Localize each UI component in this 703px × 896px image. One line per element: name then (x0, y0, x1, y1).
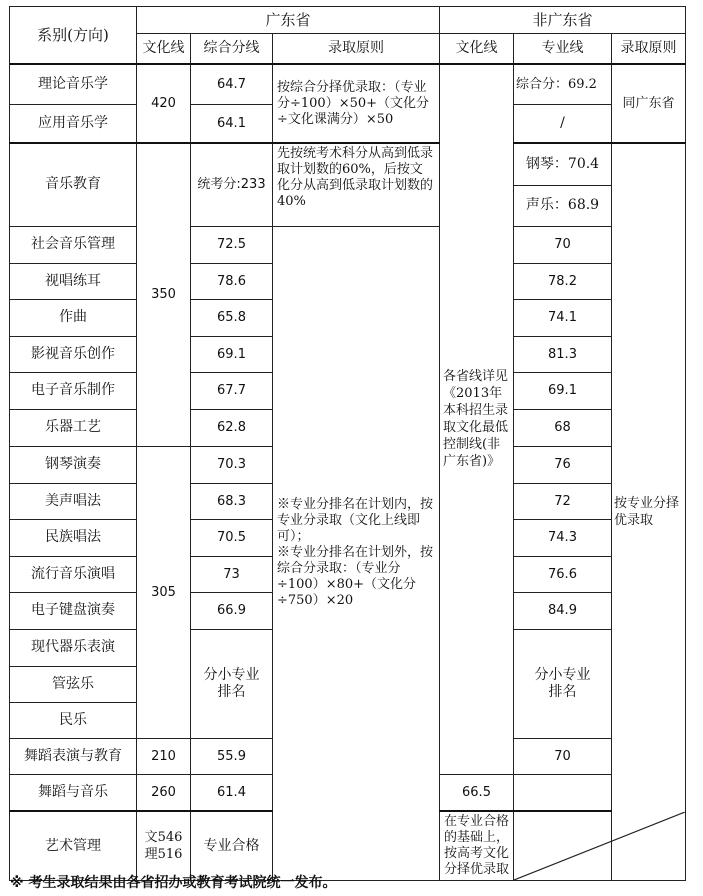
gd-composite-cell: 70.3 (191, 446, 273, 483)
ngd-major-cell: 76 (514, 446, 612, 483)
dept-cell: 影视音乐创作 (10, 336, 137, 372)
gd-composite-cell: 78.6 (191, 263, 273, 299)
admission-score-table (9, 6, 686, 881)
gd-rule-text: ※专业分排名在计划内，按专业分录取（文化上线即可）； ※专业分排名在计划外，按综合分录取：（专业分÷100）×80+（文化分÷750）×20 (277, 497, 434, 609)
gd-culture-cell: 260 (137, 774, 191, 811)
dept-cell: 美声唱法 (10, 483, 137, 519)
gd-composite-cell: 62.8 (191, 409, 273, 446)
dept-cell: 电子键盘演奏 (10, 592, 137, 629)
dept-cell: 民乐 (10, 702, 137, 738)
dept-cell: 理论音乐学 (10, 64, 137, 104)
ngd-rule-cell: 同广东省 (612, 64, 686, 143)
gd-composite-cell: 69.1 (191, 336, 273, 372)
dept-cell: 作曲 (10, 299, 137, 336)
gd-rule-cell (273, 226, 440, 881)
dept-cell: 音乐教育 (10, 143, 137, 226)
dept-cell: 舞蹈表演与教育 (10, 738, 137, 774)
diagonal-line (514, 812, 685, 880)
header-ngd-major-line: 专业线 (514, 34, 612, 65)
ngd-culture-cell: 各省线详见《2013年本科招生录取文化最低控制线(非广东省)》 (440, 64, 514, 774)
ngd-rule-cell: 按专业分择优录取 (612, 143, 686, 881)
ngd-major-cell: 84.9 (514, 592, 612, 629)
gd-composite-cell: 64.7 (191, 64, 273, 104)
ngd-major-cell: 81.3 (514, 336, 612, 372)
gd-composite-cell: 专业合格 (191, 811, 273, 881)
gd-composite-cell: 65.8 (191, 299, 273, 336)
ngd-major-cell: 68 (514, 409, 612, 446)
ngd-major-cell: 78.2 (514, 263, 612, 299)
dept-cell: 社会音乐管理 (10, 226, 137, 263)
gd-culture-cell: 305 (137, 446, 191, 738)
ngd-major-cell: 钢琴：70.4 (514, 143, 612, 185)
dept-cell: 民族唱法 (10, 519, 137, 556)
gd-culture-cell: 文546 理516 (137, 811, 191, 881)
header-gd-composite-line: 综合分线 (191, 34, 273, 65)
dept-cell: 视唱练耳 (10, 263, 137, 299)
ngd-major-cell: 分小专业 排名 (514, 629, 612, 738)
ngd-empty-diagonal-cell (514, 811, 686, 881)
gd-composite-cell: 分小专业 排名 (191, 629, 273, 738)
gd-rule-cell: 按综合分择优录取：（专业分÷100）×50+（文化分÷文化课满分）×50 (273, 64, 440, 143)
header-gd-admission-rule: 录取原则 (273, 34, 440, 65)
gd-culture-cell: 420 (137, 64, 191, 143)
gd-composite-cell: 55.9 (191, 738, 273, 774)
gd-rule-cell: 在专业合格的基础上，按高考文化分择优录取 (440, 811, 514, 881)
gd-culture-cell: 210 (137, 738, 191, 774)
header-gd-culture-line: 文化线 (137, 34, 191, 65)
gd-composite-cell: 67.7 (191, 372, 273, 409)
gd-culture-cell: 350 (137, 143, 191, 446)
ngd-major-cell: 74.3 (514, 519, 612, 556)
dept-cell: 乐器工艺 (10, 409, 137, 446)
ngd-major-cell: 74.1 (514, 299, 612, 336)
ngd-major-cell: 声乐：68.9 (514, 185, 612, 226)
dept-cell: 艺术管理 (10, 811, 137, 881)
dept-cell: 流行音乐演唱 (10, 556, 137, 592)
gd-composite-cell: 73 (191, 556, 273, 592)
gd-composite-cell: 64.1 (191, 104, 273, 143)
ngd-major-cell: 69.1 (514, 372, 612, 409)
gd-composite-cell: 70.5 (191, 519, 273, 556)
ngd-major-cell: 70 (514, 738, 612, 774)
ngd-major-cell: 66.5 (440, 774, 514, 811)
ngd-major-cell: 综合分：69.2 (514, 64, 612, 104)
dept-cell: 舞蹈与音乐 (10, 774, 137, 811)
gd-composite-cell: 66.9 (191, 592, 273, 629)
header-ngd-culture-line: 文化线 (440, 34, 514, 65)
dept-cell: 现代器乐表演 (10, 629, 137, 666)
dept-cell: 应用音乐学 (10, 104, 137, 143)
gd-composite-cell: 72.5 (191, 226, 273, 263)
footnote: ※ 考生录取结果由各省招办或教育考试院统一发布。 (10, 875, 337, 891)
ngd-major-cell: 72 (514, 483, 612, 519)
ngd-major-cell: / (514, 104, 612, 143)
header-guangdong: 广东省 (137, 7, 440, 34)
dept-cell: 管弦乐 (10, 666, 137, 702)
ngd-major-cell: 76.6 (514, 556, 612, 592)
gd-composite-cell: 61.4 (191, 774, 273, 811)
gd-composite-cell: 68.3 (191, 483, 273, 519)
ngd-major-cell: 70 (514, 226, 612, 263)
header-ngd-admission-rule: 录取原则 (612, 34, 686, 65)
gd-composite-cell: 统考分:233 (191, 143, 273, 226)
gd-rule-cell: 先按统考术科分从高到低录取计划数的60%，后按文化分从高到低录取计划数的40% (273, 143, 440, 226)
dept-cell: 电子音乐制作 (10, 372, 137, 409)
dept-cell: 钢琴演奏 (10, 446, 137, 483)
header-non-guangdong: 非广东省 (440, 7, 686, 34)
header-dept: 系别(方向) (10, 7, 137, 65)
